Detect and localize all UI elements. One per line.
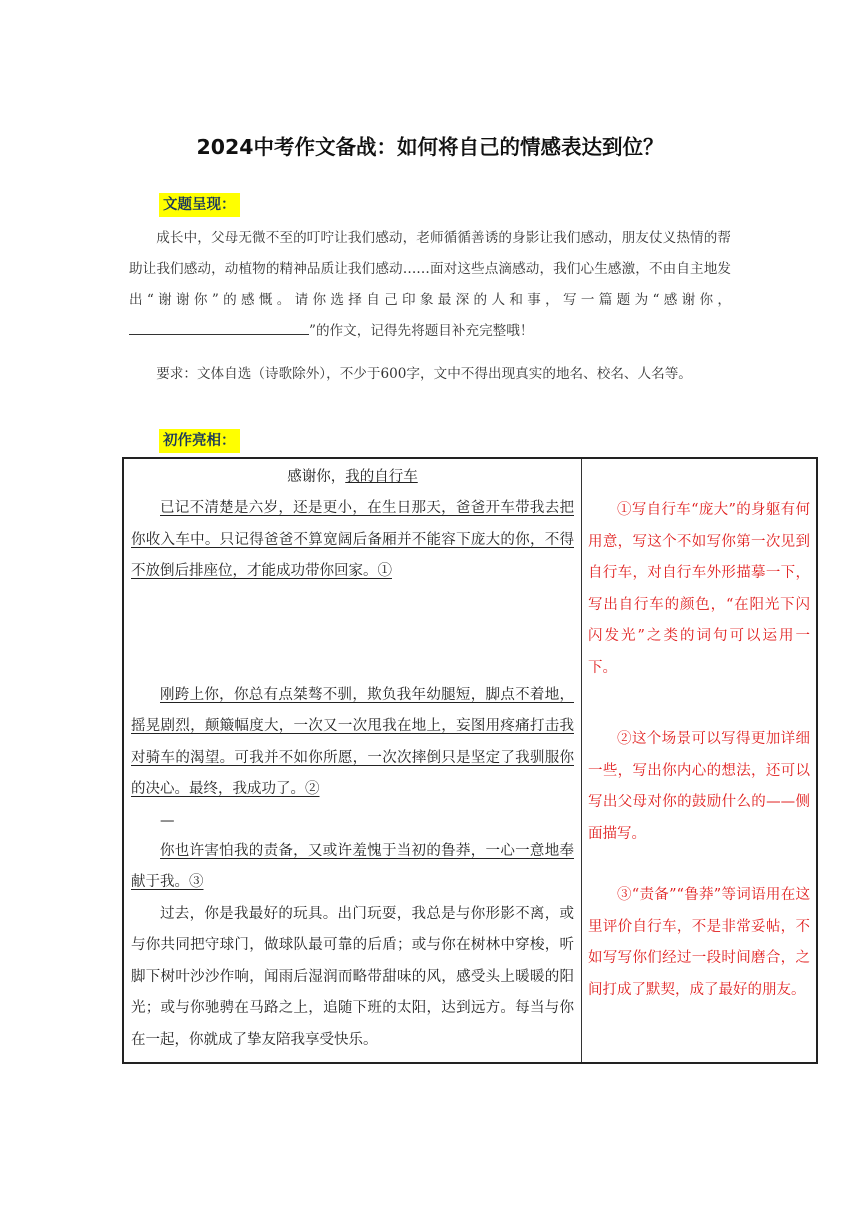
essay-paragraph-1: 已记不清楚是六岁，还是更小，在生日那天，爸爸开车带我去把你收入车中。只记得爸爸不算宽阔后备厢并不能容下庞大的你，不得不放倒后排座位，才能成功带你回家。① bbox=[131, 500, 574, 579]
essay-cell bbox=[123, 458, 582, 1063]
essay-paragraph-2: 刚跨上你，你总有点桀骜不驯，欺负我年幼腿短，脚点不着地，摇晃剧烈，颠簸幅度大，一次又一次甩我在地上，妄图用疼痛打击我对骑车的渴望。可我并不如你所愿，一次次摔倒只是坚定了我驯服你的决心。最终，我成功了。② bbox=[131, 686, 574, 797]
comment-cell bbox=[582, 458, 818, 1063]
prompt-paragraph bbox=[129, 223, 731, 347]
document-title: 2024中考作文备战：如何将自己的情感表达到位？ bbox=[196, 135, 664, 159]
essay-gap bbox=[131, 588, 574, 680]
section-label-prompt: 文题呈现： bbox=[159, 193, 240, 217]
essay-title-prefix: 感谢你， bbox=[287, 469, 346, 485]
prompt-text-part2: ”的作文，记得先将题目补充完整哦！ bbox=[309, 323, 534, 339]
essay-title bbox=[131, 465, 574, 489]
essay-dash: — bbox=[160, 812, 175, 829]
section-label-draft: 初作亮相： bbox=[159, 429, 240, 453]
essay-title-subject: 我的自行车 bbox=[345, 469, 418, 485]
comment-2: ②这个场景可以写得更加详细一些，写出你内心的想法，还可以写出父母对你的鼓励什么的——侧面描写。 bbox=[588, 731, 810, 842]
title-blank bbox=[129, 320, 309, 335]
essay-paragraph-3: 你也许害怕我的责备，又或许羞愧于当初的鲁莽，一心一意地奉献于我。③ bbox=[131, 842, 574, 890]
draft-table bbox=[122, 457, 818, 1064]
requirement-paragraph: 要求：文体自选（诗歌除外），不少于600字，文中不得出现真实的地名、校名、人名等。 bbox=[156, 366, 692, 382]
comment-1: ①写自行车“庞大”的身躯有何用意，写这个不如写你第一次见到自行车，对自行车外形描摹一下，写出自行车的颜色，“在阳光下闪闪发光”之类的词句可以运用一下。 bbox=[588, 502, 810, 676]
essay-paragraph-4: 过去，你是我最好的玩具。出门玩耍，我总是与你形影不离，或与你共同把守球门，做球队最可靠的后盾；或与你在树林中穿梭，听脚下树叶沙沙作响，闻雨后湿润而略带甜味的风，感受头上暖暖的阳光；或与你驰骋在马路之上，追随下班的太阳，达到远方。每当与你在一起，你就成了挚友陪我享受快乐。 bbox=[131, 905, 574, 1048]
comment-3: ③“责备”“鲁莽”等词语用在这里评价自行车，不是非常妥帖，不如写写你们经过一段时间磨合，之间打成了默契，成了最好的朋友。 bbox=[588, 887, 810, 998]
prompt-text-part1: 成长中，父母无微不至的叮咛让我们感动，老师循循善诱的身影让我们感动，朋友仗义热情的帮助让我们感动，动植物的精神品质让我们感动……面对这些点滴感动，我们心生感激，不由自主地发出“谢谢你”的感慨。请你选择自己印象最深的人和事，写一篇题为“感谢你， bbox=[129, 230, 731, 308]
